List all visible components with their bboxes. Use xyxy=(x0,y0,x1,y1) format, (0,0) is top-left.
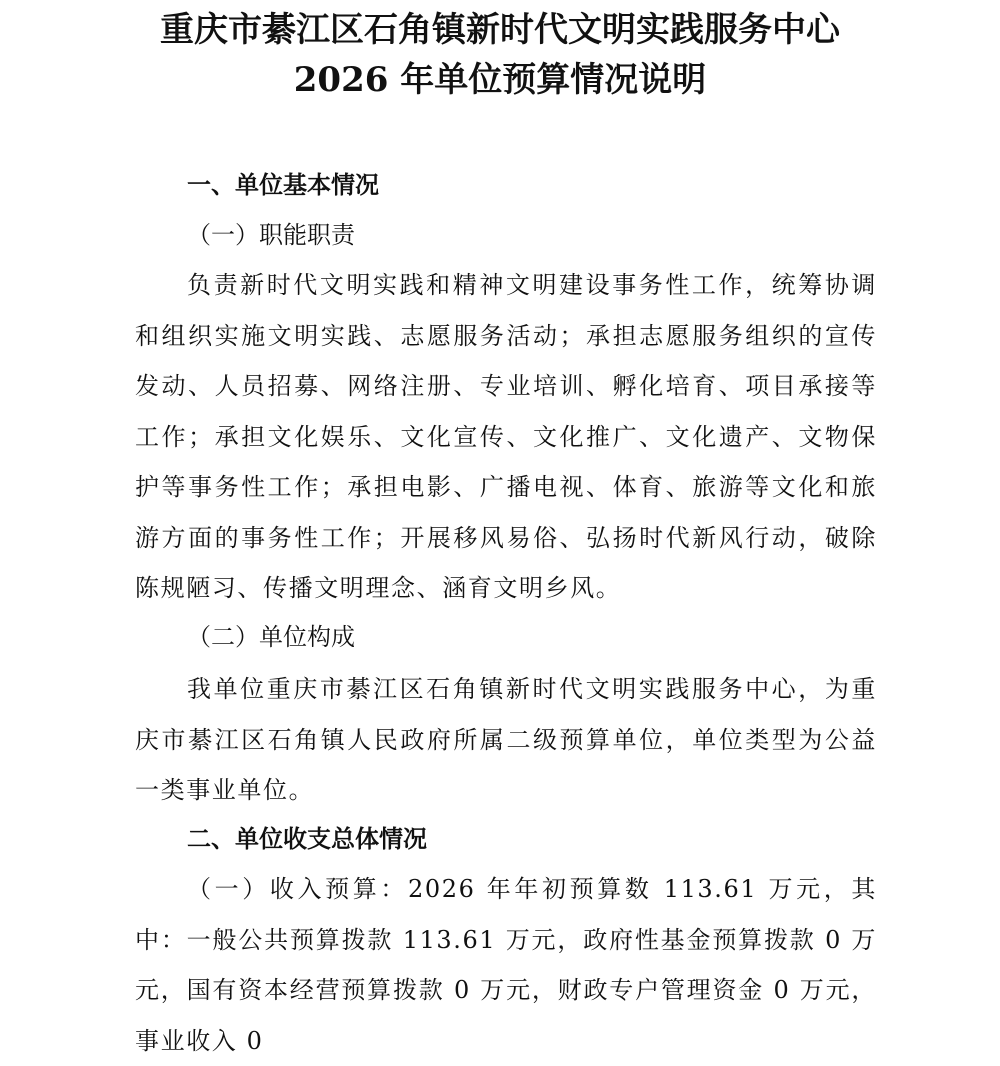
section2-heading: 二、单位收支总体情况 xyxy=(187,825,427,853)
section1-heading: 一、单位基本情况 xyxy=(187,171,379,199)
document-title-line2: 2026 年单位预算情况说明 xyxy=(293,60,707,100)
section2-sub1-paragraph: （一）收入预算：2026 年年初预算数 113.61 万元，其中：一般公共预算拨款 113.61 万元，政府性基金预算拨款 0 万元，国有资本经营预算拨款 0 万元，财政专户管理资金 0 万元，事业收入 0 xyxy=(135,875,877,1055)
section1-sub1-paragraph: 负责新时代文明实践和精神文明建设事务性工作，统筹协调和组织实施文明实践、志愿服务活动；承担志愿服务组织的宣传发动、人员招募、网络注册、专业培训、孵化培育、项目承接等工作；承担文化娱乐、文化宣传、文化推广、文化遗产、文物保护等事务性工作；承担电影、广播电视、体育、旅游等文化和旅游方面的事务性工作；开展移风易俗、弘扬时代新风行动，破除陈规陋习、传播文明理念、涵育文明乡风。 xyxy=(135,271,877,602)
section1-sub2-paragraph: 我单位重庆市綦江区石角镇新时代文明实践服务中心，为重庆市綦江区石角镇人民政府所属二级预算单位，单位类型为公益一类事业单位。 xyxy=(135,675,877,804)
section1-sub1-heading: （一）职能职责 xyxy=(187,221,355,249)
document-title-line1: 重庆市綦江区石角镇新时代文明实践服务中心 xyxy=(160,10,840,50)
section1-sub2-heading: （二）单位构成 xyxy=(187,623,355,651)
